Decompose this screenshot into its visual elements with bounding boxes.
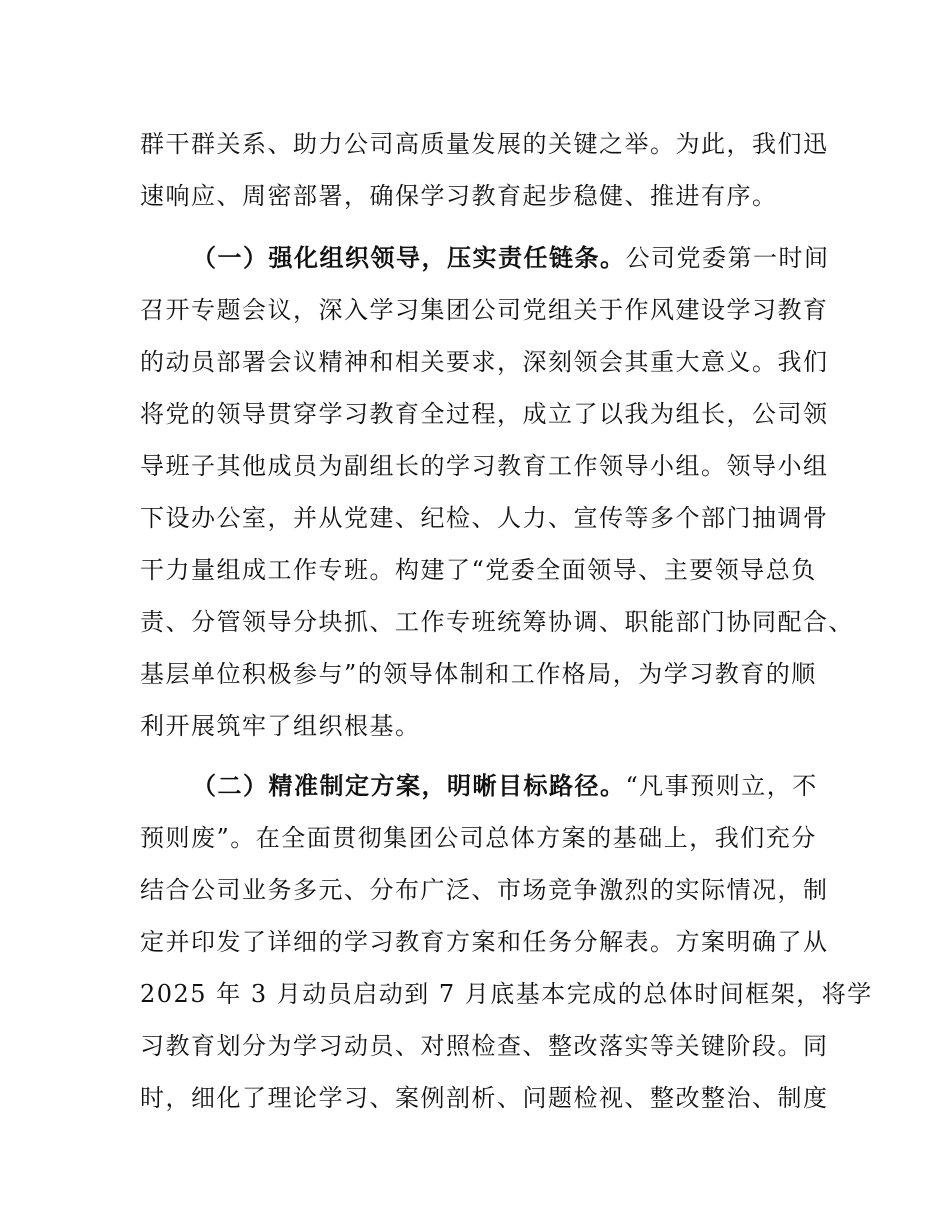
section1-first-line-text: 公司党委第一时间	[625, 244, 830, 272]
section2-first-line-text: “凡事预则立，不	[625, 772, 818, 800]
section1-line-5: 导班子其他成员为副组长的学习教育工作领导小组。领导小组	[140, 452, 829, 480]
section1-line-4: 将党的领导贯穿学习教育全过程，成立了以我为组长，公司领	[140, 400, 829, 428]
section1-line-8: 责、分管领导分块抓、工作专班统筹协调、职能部门协同配合、	[140, 608, 854, 636]
section2-line-2: 预则废”。在全面贯彻集团公司总体方案的基础上，我们充分	[140, 824, 817, 852]
section1-heading: （一）强化组织领导，压实责任链条。	[192, 244, 626, 272]
section1-first-line	[192, 238, 830, 278]
section2-first-line	[192, 766, 818, 806]
section2-line-4: 定并印发了详细的学习教育方案和任务分解表。方案明确了从	[140, 928, 829, 956]
section1-line-10: 利开展筑牢了组织根基。	[140, 712, 421, 740]
section1-line-2: 召开专题会议，深入学习集团公司党组关于作风建设学习教育	[140, 296, 829, 324]
section1-line-9: 基层单位积极参与”的领导体制和工作格局，为学习教育的顺	[140, 660, 817, 688]
section1-line-7: 干力量组成工作专班。构建了“党委全面领导、主要领导总负	[140, 556, 817, 584]
intro-line-1: 群干群关系、助力公司高质量发展的关键之举。为此，我们迅	[140, 130, 829, 158]
section2-line-7: 时，细化了理论学习、案例剖析、问题检视、整改整治、制度	[140, 1084, 829, 1112]
section1-line-3: 的动员部署会议精神和相关要求，深刻领会其重大意义。我们	[140, 348, 829, 376]
section2-heading: （二）精准制定方案，明晰目标路径。	[192, 772, 626, 800]
section1-line-6: 下设办公室，并从党建、纪检、人力、宣传等多个部门抽调骨	[140, 504, 829, 532]
section2-line-5: 2025 年 3 月动员启动到 7 月底基本完成的总体时间框架，将学	[140, 980, 873, 1008]
intro-line-2: 速响应、周密部署，确保学习教育起步稳健、推进有序。	[140, 182, 778, 210]
section2-line-3: 结合公司业务多元、分布广泛、市场竞争激烈的实际情况，制	[140, 876, 829, 904]
section2-line-6: 习教育划分为学习动员、对照检查、整改落实等关键阶段。同	[140, 1032, 829, 1060]
